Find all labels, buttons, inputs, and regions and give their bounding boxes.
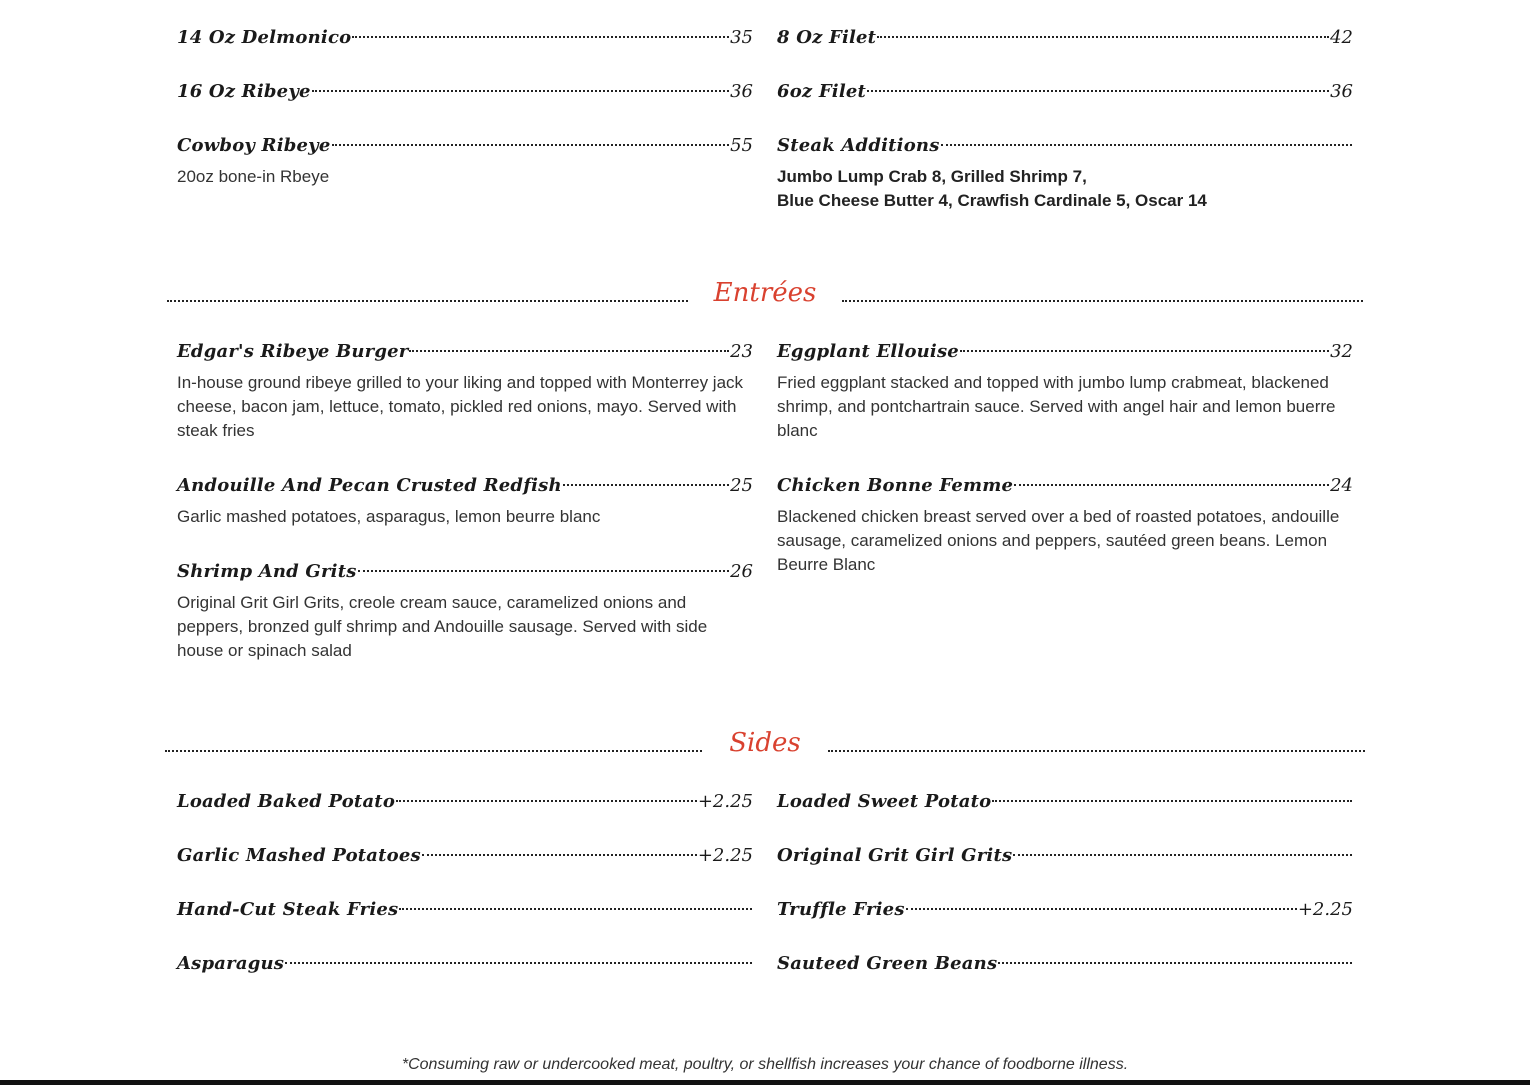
dot-leader: [877, 36, 1329, 38]
menu-item: [177, 81, 753, 107]
dot-leader: [399, 908, 752, 910]
item-title: Hand-Cut Steak Fries: [177, 899, 399, 920]
item-price: 42: [1330, 27, 1353, 48]
dot-leader: [867, 90, 1329, 92]
dot-leader: [409, 350, 729, 352]
menu-item: [177, 341, 753, 443]
dot-leader: [998, 962, 1352, 964]
dot-leader: [563, 484, 729, 486]
item-price: 23: [730, 341, 753, 362]
dot-leader: [906, 908, 1297, 910]
menu-item: [777, 475, 1353, 577]
item-price: 36: [1330, 81, 1353, 102]
item-description: Original Grit Girl Grits, creole cream sauce, caramelized onions and peppers, bronzed gulf shrimp and Andouille sausage. Served with side house or spinach salad: [177, 593, 708, 660]
menu-item: [777, 81, 1353, 107]
item-description: Fried eggplant stacked and topped with jumbo lump crabmeat, blackened shrimp, and pontchartrain sauce. Served with angel hair and lemon buerre blanc: [777, 373, 1336, 440]
menu-item: [777, 27, 1353, 53]
menu-item: [177, 791, 753, 817]
dot-leader: [1013, 854, 1352, 856]
item-price: +2.25: [1297, 899, 1353, 920]
item-title: Truffle Fries: [777, 899, 905, 920]
dot-leader: [1014, 484, 1329, 486]
menu-item: [177, 899, 753, 925]
item-title: Eggplant Ellouise: [777, 341, 959, 362]
menu-item: [777, 899, 1353, 925]
menu-item: [777, 135, 1353, 213]
dot-leader: [358, 570, 730, 572]
food-safety-disclaimer: *Consuming raw or undercooked meat, poultry, or shellfish increases your chance of foodborne illness.: [401, 1056, 1129, 1073]
item-description: In-house ground ribeye grilled to your liking and topped with Monterrey jack cheese, bacon jam, lettuce, tomato, pickled red onions, mayo. Served with steak fries: [177, 373, 744, 440]
menu-item: [777, 953, 1353, 979]
menu-item: [777, 845, 1353, 871]
dot-leader: [396, 800, 697, 802]
item-title: Steak Additions: [777, 135, 940, 156]
item-title: Garlic Mashed Potatoes: [177, 845, 421, 866]
menu-item: [777, 791, 1353, 817]
item-price: 32: [1330, 341, 1353, 362]
item-price: 35: [730, 27, 753, 48]
menu-item: [177, 845, 753, 871]
item-price: 25: [730, 475, 753, 496]
heading-divider: [828, 750, 1365, 752]
entrees-heading: Entrées: [713, 278, 817, 308]
dot-leader: [352, 36, 729, 38]
heading-divider: [165, 750, 702, 752]
item-description: Blackened chicken breast served over a bed of roasted potatoes, andouille sausage, caramelized onions and peppers, sautéed green beans. Lemon Beurre Blanc: [777, 507, 1340, 574]
bottom-bar: [0, 1080, 1530, 1085]
item-title: Sauteed Green Beans: [777, 953, 998, 974]
dot-leader: [992, 800, 1352, 802]
dot-leader: [332, 144, 730, 146]
menu-item: [177, 953, 753, 979]
dot-leader: [312, 90, 729, 92]
sides-heading: Sides: [729, 728, 801, 758]
dot-leader: [285, 962, 752, 964]
item-title: 16 Oz Ribeye: [177, 81, 311, 102]
menu-item: [777, 341, 1353, 443]
dot-leader: [941, 144, 1352, 146]
item-title: Andouille And Pecan Crusted Redfish: [177, 475, 562, 496]
item-title: Cowboy Ribeye: [177, 135, 331, 156]
item-price: 55: [730, 135, 753, 156]
dot-leader: [422, 854, 697, 856]
item-title: Original Grit Girl Grits: [777, 845, 1013, 866]
item-title: 6oz Filet: [777, 81, 867, 102]
item-description: Garlic mashed potatoes, asparagus, lemon beurre blanc: [177, 507, 601, 526]
item-title: Asparagus: [177, 953, 285, 974]
item-title: Loaded Sweet Potato: [777, 791, 992, 812]
item-description: 20oz bone-in Rbeye: [177, 167, 330, 186]
item-title: 14 Oz Delmonico: [177, 27, 352, 48]
item-description: Jumbo Lump Crab 8, Grilled Shrimp 7, Blue Cheese Butter 4, Crawfish Cardinale 5, Oscar 14: [777, 167, 1207, 210]
item-price: 26: [730, 561, 753, 582]
item-price: +2.25: [697, 791, 753, 812]
heading-divider: [842, 300, 1363, 302]
dot-leader: [960, 350, 1329, 352]
item-price: 36: [730, 81, 753, 102]
item-price: +2.25: [697, 845, 753, 866]
item-price: 24: [1330, 475, 1353, 496]
menu-item: [177, 561, 753, 663]
item-title: Shrimp And Grits: [177, 561, 357, 582]
item-title: 8 Oz Filet: [777, 27, 877, 48]
heading-divider: [167, 300, 688, 302]
menu-item: [177, 475, 753, 529]
item-title: Edgar's Ribeye Burger: [177, 341, 409, 362]
item-title: Chicken Bonne Femme: [777, 475, 1014, 496]
menu-item: [177, 135, 753, 189]
item-title: Loaded Baked Potato: [177, 791, 396, 812]
menu-item: [177, 27, 753, 53]
